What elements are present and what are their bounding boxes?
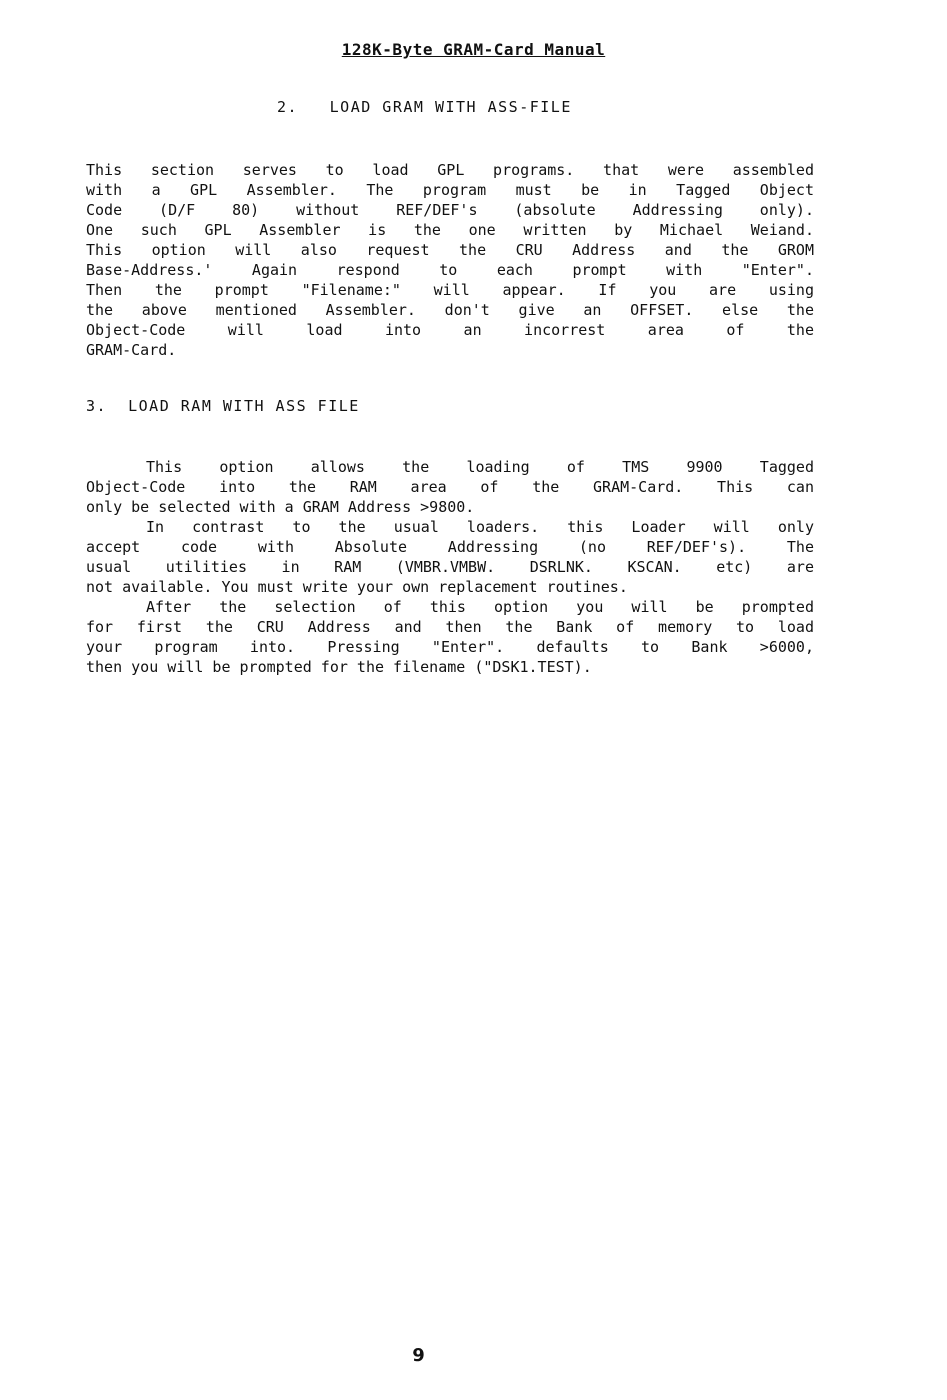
paragraph-line: accept code with Absolute Addressing (no REF/DEF's). The — [86, 538, 814, 556]
paragraph-line: usual utilities in RAM (VMBR.VMBW. DSRLNK. KSCAN. etc) are — [86, 558, 814, 576]
paragraph-line: This section serves to load GPL programs. that were assembled — [86, 161, 814, 179]
paragraph-line: for first the CRU Address and then the Bank of memory to load — [86, 618, 814, 636]
section-3-paragraph — [86, 457, 814, 677]
paragraph-line: After the selection of this option you will be prompted — [146, 598, 814, 616]
paragraph-line: This option will also request the CRU Address and the GROM — [86, 241, 814, 259]
paragraph-line: with a GPL Assembler. The program must be in Tagged Object — [86, 181, 814, 199]
page-header-title: 128K-Byte GRAM-Card Manual — [341, 40, 606, 59]
section-2-paragraph — [86, 160, 814, 360]
paragraph-line: Object-Code into the RAM area of the GRAM-Card. This can — [86, 478, 814, 496]
paragraph-line: Object-Code will load into an incorrest area of the — [86, 321, 814, 339]
paragraph-line: then you will be prompted for the filename ("DSK1.TEST). — [86, 658, 592, 676]
page-number: 9 — [412, 1345, 425, 1366]
section-3-heading: 3. LOAD RAM WITH ASS FILE — [86, 397, 360, 415]
paragraph-line: In contrast to the usual loaders. this Loader will only — [146, 518, 814, 536]
paragraph-line: your program into. Pressing "Enter". defaults to Bank >6000, — [86, 638, 814, 656]
paragraph-line: Then the prompt "Filename:" will appear. If you are using — [86, 281, 814, 299]
paragraph-line: This option allows the loading of TMS 9900 Tagged — [146, 458, 814, 476]
paragraph-line: Base-Address.' Again respond to each prompt with "Enter". — [86, 261, 814, 279]
paragraph-line: Code (D/F 80) without REF/DEF's (absolute Addressing only). — [86, 201, 814, 219]
paragraph-line: One such GPL Assembler is the one written by Michael Weiand. — [86, 221, 814, 239]
paragraph-line: GRAM-Card. — [86, 341, 177, 359]
section-2-heading: 2. LOAD GRAM WITH ASS-FILE — [277, 98, 572, 116]
paragraph-line: only be selected with a GRAM Address >9800. — [86, 498, 475, 516]
paragraph-line: the above mentioned Assembler. don't give an OFFSET. else the — [86, 301, 814, 319]
paragraph-line: not available. You must write your own replacement routines. — [86, 578, 628, 596]
